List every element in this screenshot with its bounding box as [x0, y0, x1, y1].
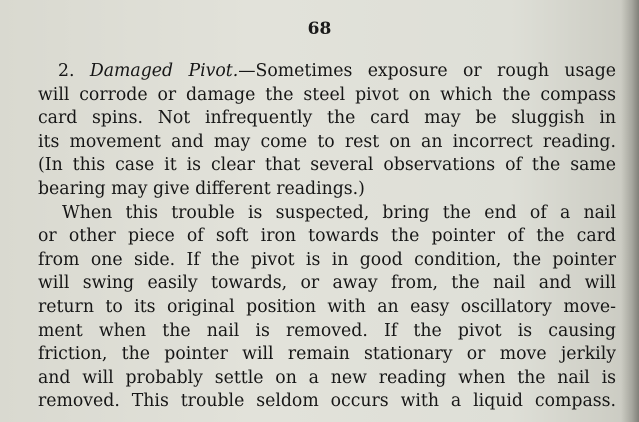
page-edge-shadow	[621, 0, 639, 422]
text-line: removed. This trouble seldom occurs with a liquid compass.	[38, 391, 616, 412]
text-line	[38, 60, 616, 84]
text-line: (In this case it is clear that several observations of the same	[38, 155, 616, 176]
text-line: or other piece of soft iron towards the pointer of the card	[38, 226, 616, 247]
body-text	[38, 60, 616, 414]
section-number: 2.	[58, 61, 75, 81]
heading-dash: —	[238, 61, 256, 81]
text-line: its movement and may come to rest on an incorrect reading.	[38, 131, 616, 152]
text-line: and will probably settle on a new reading when the nail is	[38, 367, 616, 388]
text-line: friction, the pointer will remain stationary or move jerkily	[38, 344, 616, 365]
text-line: will corrode or damage the steel pivot on which the compass	[38, 84, 616, 105]
text-line: will swing easily towards, or away from, the nail and will	[38, 273, 616, 294]
text-line: bearing may give different readings.)	[38, 178, 365, 199]
text-line: card spins. Not infrequently the card may be sluggish in	[38, 108, 616, 129]
text-line: from one side. If the pivot is in good condition, the pointer	[38, 249, 616, 270]
text-line: ment when the nail is removed. If the pivot is causing	[38, 320, 616, 341]
page-number: 68	[307, 19, 332, 39]
section-heading: Damaged Pivot.	[89, 61, 239, 81]
text-line: When this trouble is suspected, bring the end of a nail	[62, 202, 616, 223]
paragraph-trouble-test	[38, 202, 616, 414]
text-line-content: Sometimes exposure or rough usage	[255, 61, 617, 81]
text-line: return to its original position with an easy oscillatory move-	[38, 296, 616, 317]
paragraph-damaged-pivot	[38, 60, 616, 202]
